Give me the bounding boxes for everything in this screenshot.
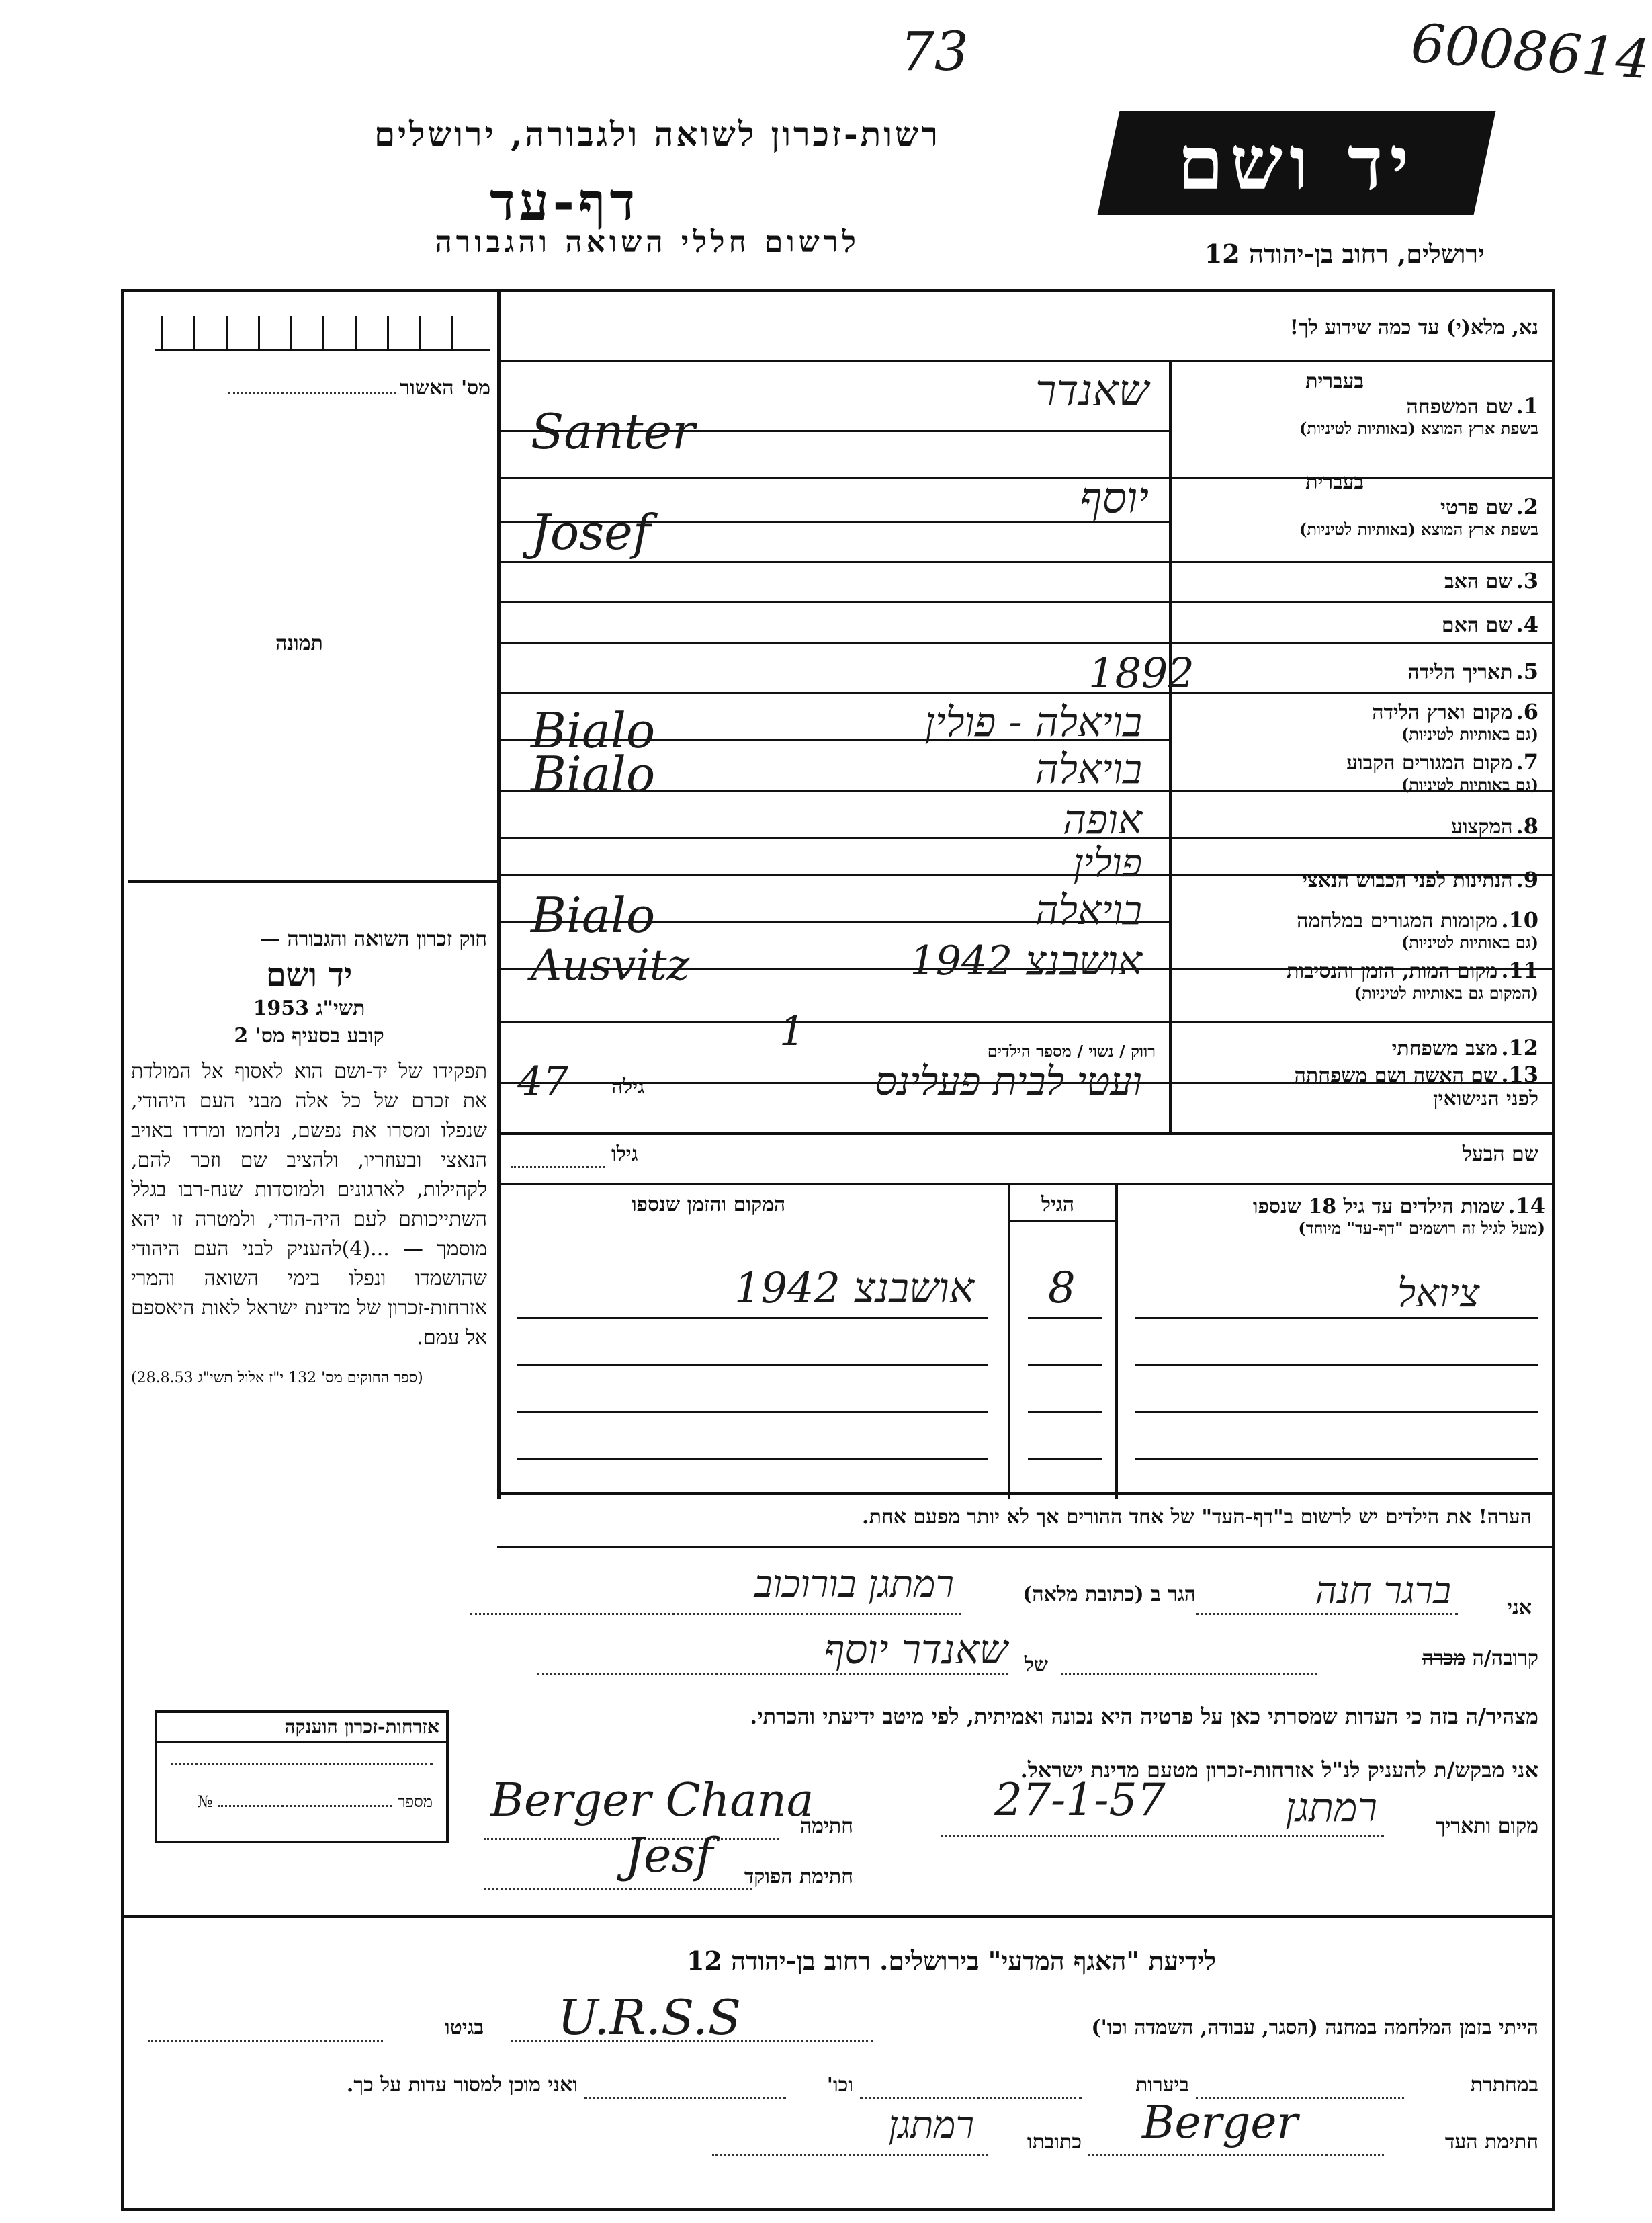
photo-label: תמונה bbox=[275, 632, 323, 655]
field-marital-status: 12. מצב משפחתי bbox=[1391, 1035, 1538, 1060]
field-birth-date: 5. תאריך הלידה bbox=[1407, 659, 1538, 684]
child-age[interactable]: 8 bbox=[1048, 1263, 1076, 1313]
statement: מצהיר/ה בזה כי העדות שמסרתי כאן על פרטיה היא נכונה ואמיתית, לפי מיטב ידיעתי והכרתי. bbox=[750, 1704, 1538, 1729]
archive-number: 6008614 bbox=[1409, 11, 1652, 91]
residence-hebrew[interactable]: בויאלה bbox=[1035, 746, 1142, 793]
logo-text: יד ושם bbox=[1177, 120, 1416, 206]
underground-label: במחתרת bbox=[1470, 2073, 1538, 2097]
spouse-age-label: גילה bbox=[611, 1075, 645, 1099]
place-date-label: מקום ותאריך bbox=[1435, 1814, 1538, 1838]
law-name: יד ושם bbox=[265, 956, 353, 994]
family-name-latin[interactable]: Santer bbox=[531, 403, 695, 460]
clerk-signature-label: חתימת הפוקד bbox=[744, 1865, 853, 1888]
children-count-value[interactable]: 1 bbox=[779, 1008, 806, 1055]
declaration-place[interactable]: רמתגן bbox=[1285, 1784, 1377, 1831]
child-name[interactable]: ציואל bbox=[1397, 1270, 1480, 1316]
field-spouse-name: 13. שם האשה ושם משפחתה לפני הנישואין bbox=[1294, 1062, 1538, 1111]
declaration-date[interactable]: 27-1-57 bbox=[994, 1774, 1166, 1826]
residence-latin[interactable]: Bialo bbox=[531, 746, 656, 802]
declarant-name[interactable]: ברגר חנה bbox=[1315, 1569, 1451, 1613]
ghetto-label: בגיטו bbox=[444, 2016, 484, 2040]
forests-label: ביערות bbox=[1135, 2073, 1189, 2097]
camp-label: הייתי בזמן המלחמה במחנה (הסגר, עבודה, השמדה וכו') bbox=[1091, 2016, 1538, 2040]
spouse-age-value[interactable]: 47 bbox=[517, 1058, 569, 1105]
citizenship-request: אני מבקש/ת להעניק לנ"ל אזרחות-זכרון מטעם מדינת ישראל. bbox=[1020, 1757, 1538, 1783]
field-citizenship: 9. הנתינות לפני הכבוש הנאצי bbox=[1302, 867, 1538, 892]
witness-address[interactable]: רמתגן bbox=[888, 2103, 974, 2147]
handwritten-mark: 73 bbox=[900, 20, 969, 83]
birth-date-value[interactable]: 1892 bbox=[1088, 648, 1194, 698]
spouse-name-value[interactable]: ועטי לבית פעלינס bbox=[875, 1058, 1142, 1104]
declarant-address[interactable]: רמתגן בורוכוב bbox=[754, 1562, 954, 1606]
wartime-residence-latin[interactable]: Bialo bbox=[531, 887, 656, 943]
note: הערה! את הילדים יש לרשום ב"דף-העד" של אחד ההורים אך לא יותר מפעם אחת. bbox=[862, 1505, 1532, 1529]
declarant-i-label: אני bbox=[1507, 1596, 1532, 1620]
first-name-hebrew[interactable]: יוסף bbox=[1080, 474, 1149, 523]
relation-struck: מכרה bbox=[1422, 1646, 1466, 1670]
children-col-place: המקום והזמן שנספו bbox=[632, 1193, 786, 1216]
authority-title: רשות-זכרון לשואה ולגבורה, ירושלים bbox=[374, 114, 941, 154]
profession-value[interactable]: אופה bbox=[1063, 796, 1142, 843]
header-address: ירושלים, רחוב בן-יהודה 12 bbox=[1204, 239, 1485, 269]
field-mother-name: 4. שם האם bbox=[1441, 612, 1538, 637]
approval-label: מס' האשור bbox=[134, 376, 490, 400]
law-title: חוק זכרון השואה והגבורה — bbox=[260, 927, 487, 951]
camp-value[interactable]: U.R.S.S bbox=[558, 1989, 742, 2046]
declarant-signature[interactable]: Berger Chana bbox=[490, 1774, 814, 1827]
field-residence: 7. מקום המגורים הקבוע (גם באותיות לטיניות) bbox=[1346, 749, 1538, 794]
wartime-residence-hebrew[interactable]: בויאלה bbox=[1035, 887, 1142, 934]
birth-place-hebrew[interactable]: בויאלה - פולין bbox=[924, 699, 1142, 746]
ready-label: ואני מוכן למסור עדות על כך. bbox=[346, 2073, 578, 2097]
footer-title: לידיעת "האגף המדעי" בירושלים. רחוב בן-יהודה 12 bbox=[686, 1945, 1216, 1976]
children-label: 14. שמות הילדים עד גיל 18 שנספו (מעל לגיל זה רושמים "דף-עד" מיוחד) bbox=[1252, 1193, 1545, 1238]
law-box bbox=[131, 927, 487, 1386]
child-place[interactable]: אושבנצ 1942 bbox=[734, 1263, 974, 1312]
children-col-age: הגיל bbox=[1041, 1193, 1075, 1216]
address-label: הגר ב (כתובת מלאה) bbox=[1023, 1583, 1196, 1606]
etc-label: וכו' bbox=[826, 2073, 853, 2097]
field-profession: 8. המקצוע bbox=[1451, 813, 1538, 839]
death-place-latin[interactable]: Ausvitz bbox=[531, 941, 690, 991]
first-name-latin[interactable]: Josef bbox=[531, 504, 651, 560]
field-birth-place: 6. מקום וארץ הלידה (גם באותיות לטיניות) bbox=[1372, 699, 1538, 744]
clerk-signature[interactable]: Jesf bbox=[625, 1828, 713, 1883]
field-death-place: 11. מקום המות, הזמן והנסיבות (המקום גם באותיות לטיניות) bbox=[1287, 958, 1538, 1003]
signature-label: חתימה bbox=[800, 1814, 853, 1838]
field-father-name: 3. שם האב bbox=[1444, 568, 1538, 593]
field-family-name: בעברית 1. שם המשפחה בשפת ארץ המוצא (באותיות לטיניות) bbox=[1299, 370, 1538, 438]
law-text: תפקידו של יד-ושם הוא לאסוף אל המולדת את זכרם של כל אלה מבני העם היהודי, שנפלו ומסרו את נפשם, נלחמו ומרדו באויב הנאצי ובעוזריו, ולהציב שם וזכר להם, לקהילות, לארגונים ולמוסדות שנח-רבו בגלל השתייכותם לעם היה-הודי, ולמטרה זו יהא מוסמך — ...(4)להעניק לבני העם היהודי שהושמדו ונפלו בימי השואה והמרי אזרחות-זכרון של מדינת ישראל לאות היאספם אל עמם. bbox=[131, 1060, 488, 1349]
relative-name[interactable]: שאנדר יוסף bbox=[824, 1626, 1008, 1673]
law-year: תשי"ג 1953 bbox=[253, 997, 365, 1020]
relation-label: קרובה/ה מכרה bbox=[1422, 1646, 1538, 1670]
husband-age-label: גילו bbox=[611, 1142, 638, 1166]
death-place-hebrew[interactable]: אושבנצ 1942 bbox=[910, 937, 1142, 984]
marital-options: רווק / נשוי / מספר הילדים bbox=[987, 1042, 1156, 1061]
witness-signature-label: חתימת העד bbox=[1444, 2130, 1538, 2154]
citizenship-box: אזרחות-זכרון הוענקה מספר № bbox=[155, 1710, 449, 1843]
form-title: דף-עד bbox=[490, 171, 639, 233]
law-clause: קובע בסעיף מס' 2 bbox=[234, 1024, 384, 1048]
of-label: של bbox=[1024, 1653, 1048, 1677]
field-wartime-residence: 10. מקומות המגורים במלחמה (גם באותיות לטיניות) bbox=[1297, 907, 1538, 952]
field-husband-name: שם הבעל bbox=[1462, 1142, 1538, 1166]
instruction: נא, מלא(י) עד כמה שידוע לך! bbox=[1289, 316, 1538, 339]
witness-signature[interactable]: Berger bbox=[1142, 2097, 1298, 2148]
yad-vashem-logo bbox=[1098, 111, 1496, 215]
form-subtitle: לרשום חללי השואה והגבורה bbox=[435, 225, 860, 259]
family-name-hebrew[interactable]: שאנדר bbox=[1035, 366, 1149, 416]
law-source: (ספר החוקים מס' 132 י"ז אלול תשי"ג 28.8.53) bbox=[131, 1370, 423, 1386]
birth-place-latin[interactable]: Bialo bbox=[531, 702, 656, 759]
tick-box bbox=[155, 316, 490, 351]
witness-address-label: כתובתו bbox=[1027, 2130, 1082, 2154]
citizenship-value[interactable]: פולין bbox=[1073, 840, 1142, 886]
field-first-name: בעברית 2. שם פרטי בשפת ארץ המוצא (באותיות לטיניות) bbox=[1299, 470, 1538, 539]
